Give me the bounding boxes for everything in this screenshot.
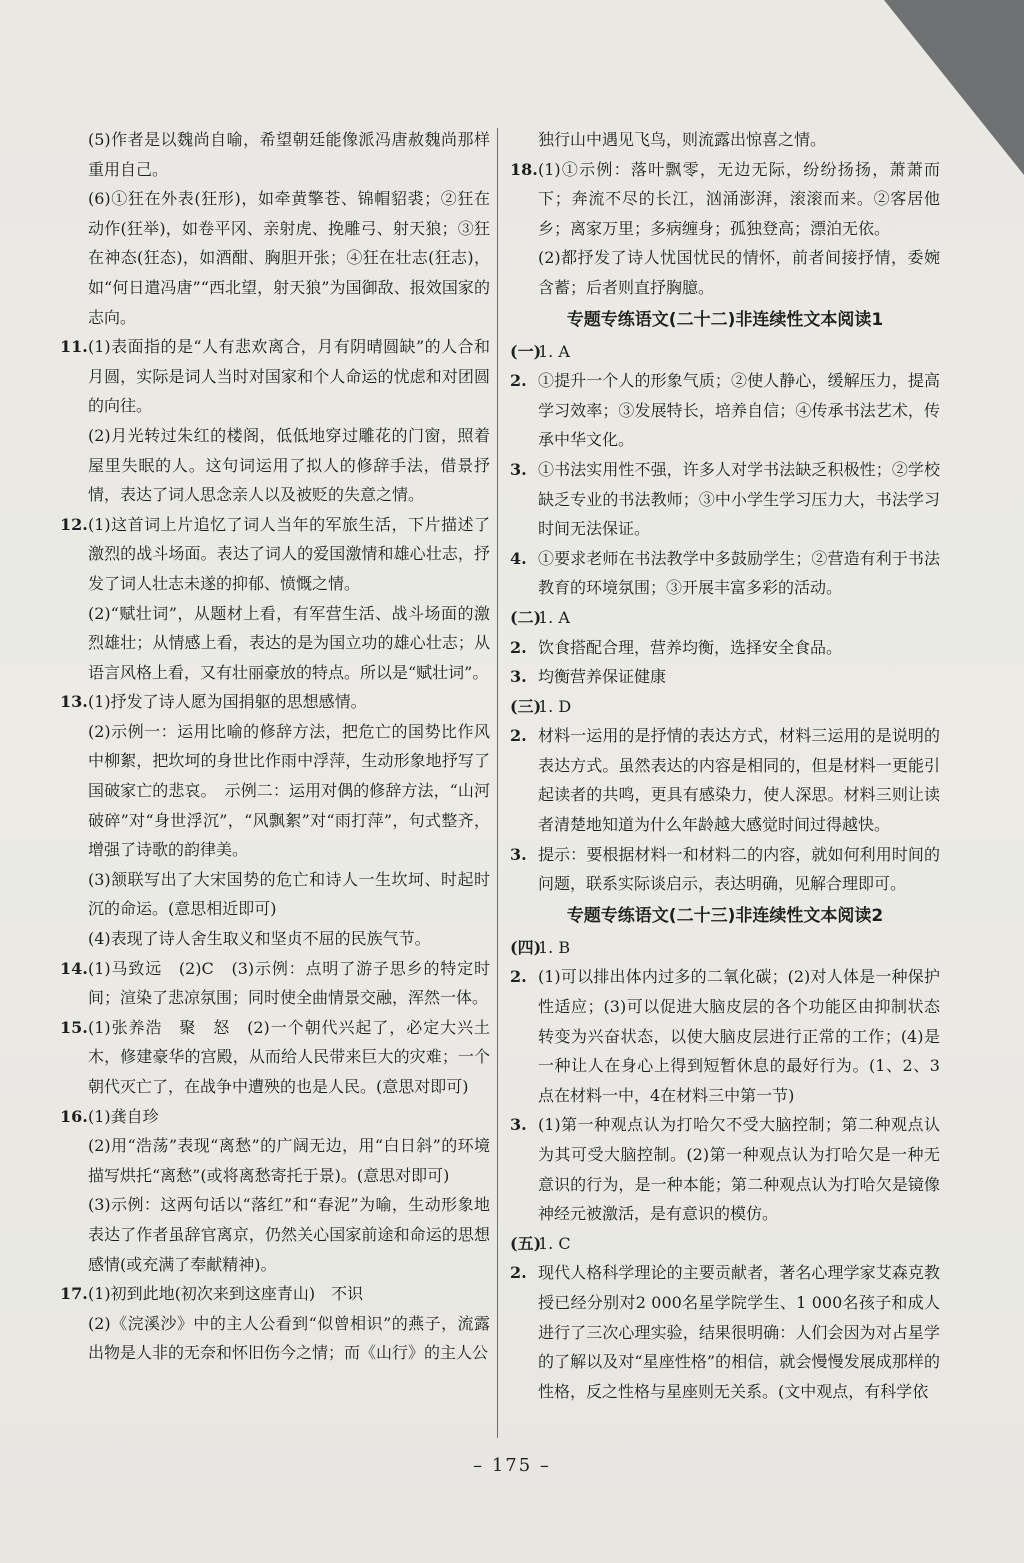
answer-text: 饮食搭配合理，营养均衡，选择安全食品。 xyxy=(538,637,843,657)
item-number: 2. xyxy=(510,726,527,746)
item-number: 3. xyxy=(510,459,527,479)
item-number: 2. xyxy=(510,1263,527,1283)
answer-paragraph xyxy=(510,544,940,603)
answer-paragraph xyxy=(60,1279,490,1309)
left-column xyxy=(60,125,490,1368)
answer-text: (4)表现了诗人舍生取义和坚贞不屈的民族气节。 xyxy=(88,929,431,949)
answer-paragraph xyxy=(510,125,940,155)
answer-paragraph xyxy=(510,1110,940,1228)
answer-paragraph xyxy=(510,933,940,963)
answer-text: (1)马致远 (2)C (3)示例：点明了游子思乡的特定时间；渲染了悲凉氛围；同时使全曲情景交融，浑然一体。 xyxy=(88,958,490,1008)
answer-paragraph xyxy=(510,962,940,1110)
page-number: – 175 – xyxy=(473,1455,551,1476)
answer-paragraph xyxy=(60,924,490,954)
answer-paragraph xyxy=(510,603,940,633)
answer-text: (2)用“浩荡”表现“离愁”的广阔无边，用“白日斜”的环境描写烘托“离愁”(或将离愁寄托于景)。(意思对即可) xyxy=(88,1136,490,1185)
answer-text: (1)这首词上片追忆了词人当年的军旅生活，下片描述了激烈的战斗场面。表达了词人的爱国激情和雄心壮志，抒发了词人壮志未遂的抑郁、愤慨之情。 xyxy=(88,514,490,593)
answer-paragraph xyxy=(510,840,940,899)
answer-text: (1)①示例：落叶飘零，无边无际，纷纷扬扬，萧萧而下；奔流不尽的长江，汹涌澎湃，滚滚而来。②客居他乡；离家万里；多病缠身；孤独登高；漂泊无依。 xyxy=(538,159,940,238)
item-number: (五) xyxy=(510,1233,542,1253)
answer-paragraph xyxy=(60,421,490,510)
item-number: 3. xyxy=(510,667,527,687)
answer-text: 1. B xyxy=(538,937,571,957)
answer-paragraph xyxy=(60,332,490,421)
item-number: 2. xyxy=(510,637,527,657)
answer-paragraph xyxy=(60,954,490,1013)
item-number: 13. xyxy=(60,692,88,712)
answer-text: (1)龚自珍 xyxy=(88,1106,159,1126)
answer-text: (6)①狂在外表(狂形)，如牵黄擎苍、锦帽貂裘；②狂在动作(狂举)，如卷平冈、亲射虎、挽雕弓、射天狼；③狂在神态(狂态)，如酒酣、胸胆开张；④狂在壮志(狂志)，如“何日遣冯唐”“西北望，射天狼”为国御敌、报效国家的志向。 xyxy=(88,189,490,327)
answer-text: 1. A xyxy=(538,341,570,361)
answer-paragraph xyxy=(60,125,490,184)
answer-text: (2)《浣溪沙》中的主人公看到“似曾相识”的燕子，流露出物是人非的无奈和怀旧伤今之情；而《山行》的主人公 xyxy=(88,1313,490,1363)
item-number: 18. xyxy=(510,159,538,179)
answer-paragraph xyxy=(60,717,490,865)
item-number: (三) xyxy=(510,696,542,716)
answer-text: (2)示例一：运用比喻的修辞方法，把危亡的国势比作风中柳絮，把坎坷的身世比作雨中浮萍，生动形象地抒写了国破家亡的悲哀。 示例二：运用对偶的修辞方法，“山河破碎”对“身世浮沉”，“风飘絮”对“雨打萍”，句式整齐，增强了诗歌的韵律美。 xyxy=(88,721,490,860)
answer-paragraph xyxy=(510,1258,940,1406)
answer-text: 提示：要根据材料一和材料二的内容，就如何利用时间的问题，联系实际谈启示，表达明确，见解合理即可。 xyxy=(538,844,940,894)
answer-paragraph xyxy=(60,1131,490,1190)
answer-text: ①要求老师在书法教学中多鼓励学生；②营造有利于书法教育的环境氛围；③开展丰富多彩的活动。 xyxy=(538,548,940,598)
answer-text: ①书法实用性不强，许多人对学书法缺乏积极性；②学校缺乏专业的书法教师；③中小学生学习压力大，书法学习时间无法保证。 xyxy=(538,459,940,539)
answer-paragraph xyxy=(60,1309,490,1368)
item-number: 3. xyxy=(510,844,527,864)
answer-text: 1. D xyxy=(538,696,572,716)
answer-text: (5)作者是以魏尚自喻，希望朝廷能像派冯唐赦魏尚那样重用自己。 xyxy=(88,130,490,179)
item-number: 12. xyxy=(60,514,88,534)
item-number: 11. xyxy=(60,337,88,357)
column-divider xyxy=(497,128,498,1438)
answer-paragraph xyxy=(510,721,940,839)
answer-paragraph xyxy=(60,510,490,599)
answer-paragraph xyxy=(510,455,940,544)
answer-text: 材料一运用的是抒情的表达方式，材料三运用的是说明的表达方式。虽然表达的内容是相同的，但是材料一更能引起读者的共鸣，更具有感染力，使人深思。材料三则让读者清楚地知道为什么年龄越大感觉时间过得越快。 xyxy=(538,726,940,835)
item-number: (一) xyxy=(510,341,542,361)
answer-paragraph xyxy=(60,1190,490,1279)
item-number: 17. xyxy=(60,1284,88,1304)
answer-text: (1)第一种观点认为打哈欠不受大脑控制；第二种观点认为其可受大脑控制。(2)第一种观点认为打哈欠是一种无意识的行为，是一种本能；第二种观点认为打哈欠是镜像神经元被激活，是有意识的模仿。 xyxy=(538,1115,940,1224)
answer-paragraph xyxy=(510,243,940,302)
right-column xyxy=(510,125,940,1406)
answer-text: (1)抒发了诗人愿为国捐躯的思想感情。 xyxy=(88,692,367,712)
answer-text: (1)可以排出体内过多的二氧化碳；(2)对人体是一种保护性适应；(3)可以促进大脑皮层的各个功能区由抑制状态转变为兴奋状态，以使大脑皮层进行正常的工作；(4)是一种让人在身心上得到短暂休息的最好行为。(1、2、3点在材料一中，4在材料三中第一节) xyxy=(538,967,940,1105)
answer-paragraph xyxy=(60,1013,490,1102)
answer-paragraph xyxy=(60,865,490,924)
answer-paragraph xyxy=(60,599,490,688)
answer-text: (1)初到此地(初次来到这座青山) 不识 xyxy=(88,1284,364,1304)
answer-text: (2)都抒发了诗人忧国忧民的情怀，前者间接抒情，委婉含蓄；后者则直抒胸臆。 xyxy=(538,248,940,297)
answer-paragraph xyxy=(510,337,940,367)
answer-paragraph xyxy=(510,662,940,692)
item-number: (二) xyxy=(510,607,542,627)
section-heading: 专题专练语文(二十三)非连续性文本阅读2 xyxy=(566,905,884,926)
answer-text: ①提升一个人的形象气质；②使人静心，缓解压力，提高学习效率；③发展特长，培养自信；④传承书法艺术，传承中华文化。 xyxy=(538,371,940,450)
item-number: 3. xyxy=(510,1115,527,1135)
answer-paragraph xyxy=(510,692,940,722)
answer-text: 1. C xyxy=(538,1233,571,1253)
answer-text: 独行山中遇见飞鸟，则流露出惊喜之情。 xyxy=(538,130,827,149)
answer-text: 均衡营养保证健康 xyxy=(538,667,667,687)
item-number: 15. xyxy=(60,1017,88,1037)
answer-paragraph xyxy=(60,184,490,332)
section-heading: 专题专练语文(二十二)非连续性文本阅读1 xyxy=(566,309,884,330)
answer-paragraph xyxy=(60,1102,490,1132)
answer-paragraph xyxy=(510,155,940,244)
answer-paragraph xyxy=(510,633,940,663)
item-number: 14. xyxy=(60,958,88,978)
answer-paragraph xyxy=(60,687,490,717)
item-number: 4. xyxy=(510,548,527,568)
answer-text: 现代人格科学理论的主要贡献者，著名心理学家艾森克教授已经分别对2 000名星学院学生、1 000名孩子和成人进行了三次心理实验，结果很明确：人们会因为对占星学的了解以及对“星座性格”的相信，就会慢慢发展成那样的性格，反之性格与星座则无关系。(文中观点，有科学依 xyxy=(538,1263,940,1401)
answer-text: (2)“赋壮词”，从题材上看，有军营生活、战斗场面的激烈雄壮；从情感上看，表达的是为国立功的雄心壮志；从语言风格上看，又有壮丽豪放的特点。所以是“赋壮词”。 xyxy=(88,603,490,682)
item-number: 16. xyxy=(60,1106,88,1126)
item-number: 2. xyxy=(510,371,527,391)
answer-text: (1)张养浩 聚 怒 (2)一个朝代兴起了，必定大兴土木，修建豪华的宫殿，从而给人民带来巨大的灾难；一个朝代灭亡了，在战争中遭殃的也是人民。(意思对即可) xyxy=(88,1017,490,1096)
answer-text: 1. A xyxy=(538,607,570,627)
answer-text: (1)表面指的是“人有悲欢离合，月有阴晴圆缺”的人合和月圆，实际是词人当时对国家和个人命运的忧虑和对团圆的向往。 xyxy=(88,337,490,416)
answer-text: (3)示例：这两句话以“落红”和“春泥”为喻，生动形象地表达了作者虽辞官离京，仍然关心国家前途和命运的思想感情(或充满了奉献精神)。 xyxy=(88,1195,490,1274)
item-number: 2. xyxy=(510,967,527,987)
item-number: (四) xyxy=(510,937,542,957)
answer-paragraph xyxy=(510,1229,940,1259)
answer-text: (3)颔联写出了大宋国势的危亡和诗人一生坎坷、时起时沉的命运。(意思相近即可) xyxy=(88,869,490,919)
answer-paragraph xyxy=(510,366,940,455)
answer-text: (2)月光转过朱红的楼阁，低低地穿过雕花的门窗，照着屋里失眠的人。这句词运用了拟人的修辞手法，借景抒情，表达了词人思念亲人以及被贬的失意之情。 xyxy=(88,425,490,505)
